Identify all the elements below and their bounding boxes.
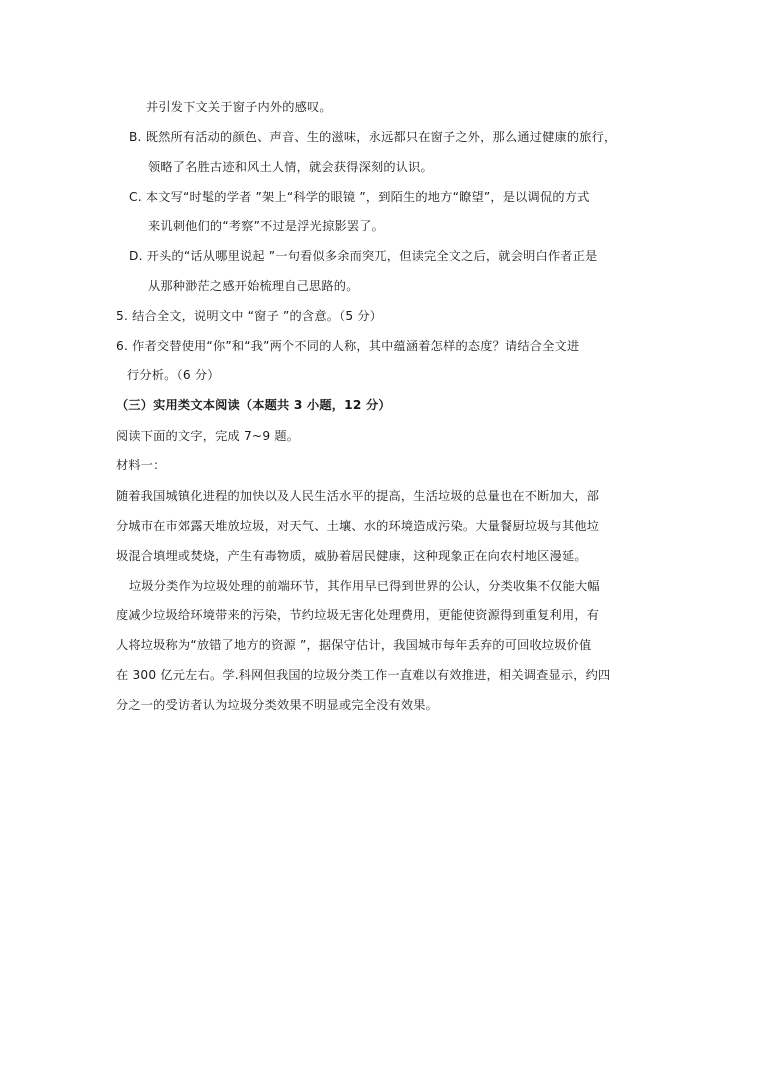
material-paragraph-2-line-4: 在 300 亿元左右。学.科网但我国的垃圾分类工作一直难以有效推进，相关调查显示，约四 [116, 668, 611, 682]
section-heading: （三）实用类文本阅读（本题共 3 小题，12 分） [116, 398, 391, 412]
option-a-continuation: 并引发下文关于窗子内外的感叹。 [146, 100, 332, 114]
material-paragraph-2-line-5: 分之一的受访者认为垃圾分类效果不明显或完全没有效果。 [116, 698, 439, 712]
option-d-continuation: 从那种渺茫之感开始梳理自己思路的。 [148, 279, 359, 293]
option-b: B. 既然所有活动的颜色、声音、生的滋味，永远都只在窗子之外，那么通过健康的旅行， [129, 130, 617, 144]
material-label: 材料一： [116, 458, 166, 472]
material-paragraph-2-line-3: 人将垃圾称为“放错了地方的资源 ”，据保守估计，我国城市每年丢弃的可回收垃圾价值 [116, 638, 592, 652]
option-c: C. 本文写“时髦的学者 ”架上“科学的眼镜 ”，到陌生的地方“瞭望”，是以调侃的方式 [129, 190, 590, 204]
option-c-continuation: 来讥刺他们的“考察”不过是浮光掠影罢了。 [148, 219, 385, 233]
reading-instruction: 阅读下面的文字，完成 7~9 题。 [116, 429, 300, 443]
material-paragraph-2-line-1: 垃圾分类作为垃圾处理的前端环节，其作用早已得到世界的公认，分类收集不仅能大幅 [129, 579, 600, 593]
question-5: 5. 结合全文，说明文中 “窗子 ”的含意。（5 分） [116, 309, 383, 323]
option-b-continuation: 领略了名胜古迹和风土人情，就会获得深刻的认识。 [148, 160, 433, 174]
material-paragraph-1-line-2: 分城市在市郊露天堆放垃圾，对天气、土壤、水的环境造成污染。大量餐厨垃圾与其他垃 [116, 519, 600, 533]
material-paragraph-1-line-1: 随着我国城镇化进程的加快以及人民生活水平的提高，生活垃圾的总量也在不断加大，部 [116, 489, 600, 503]
option-d: D. 开头的“话从哪里说起 ”一句看似多余而突兀，但读完全文之后，就会明白作者正是 [129, 249, 598, 263]
question-6-continuation: 行分析。（6 分） [127, 368, 220, 382]
material-paragraph-1-line-3: 圾混合填埋或焚烧，产生有毒物质，威胁着居民健康，这种现象正在向农村地区漫延。 [116, 549, 587, 563]
question-6: 6. 作者交替使用“你”和“我”两个不同的人称，其中蕴涵着怎样的态度？请结合全文进 [116, 339, 580, 353]
material-paragraph-2-line-2: 度减少垃圾给环境带来的污染，节约垃圾无害化处理费用，更能使资源得到重复利用，有 [116, 608, 600, 622]
